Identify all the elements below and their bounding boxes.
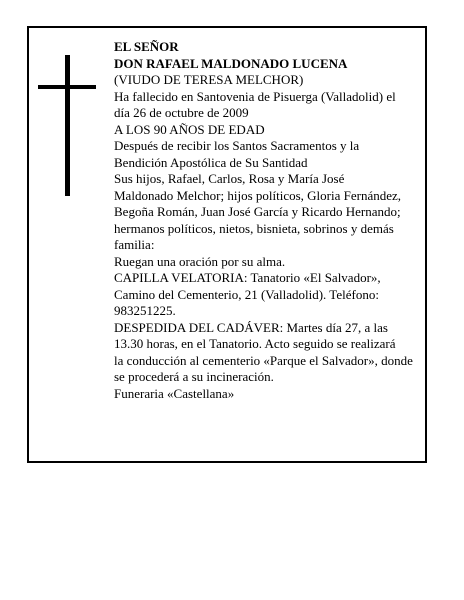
farewell-line-2: 13.30 horas, en el Tanatorio. Acto seguido se realizará xyxy=(114,336,396,351)
sacraments-line-1: Después de recibir los Santos Sacramentos y la xyxy=(114,138,360,153)
cross-horizontal-bar xyxy=(38,85,96,89)
widower-line: (VIUDO DE TERESA MELCHOR) xyxy=(114,72,304,87)
farewell-line-1: DESPEDIDA DEL CADÁVER: Martes día 27, a las xyxy=(114,319,388,335)
family-line-2: Maldonado Melchor; hijos políticos, Gloria Fernández, xyxy=(114,187,402,203)
cross-vertical-bar xyxy=(65,55,70,196)
family-line-4: hermanos políticos, nietos, bisnieta, sobrinos y demás xyxy=(114,220,394,236)
farewell-line-4: se procederá a su incineración. xyxy=(114,369,274,384)
family-line-1: Sus hijos, Rafael, Carlos, Rosa y María José xyxy=(114,171,345,186)
phone-line: 983251225. xyxy=(114,303,176,318)
family-line-3: Begoña Román, Juan José García y Ricardo Hernando; xyxy=(114,204,401,219)
farewell-line-3: la conducción al cementerio «Parque el Salvador», donde xyxy=(114,352,413,368)
prayer-line: Ruegan una oración por su alma. xyxy=(114,253,286,269)
chapel-line-2: Camino del Cementerio, 21 (Valladolid). Teléfono: xyxy=(114,286,379,302)
obituary-text xyxy=(114,39,434,402)
family-line-5: familia: xyxy=(114,237,155,252)
sacraments-line-2: Bendición Apostólica de Su Santidad xyxy=(114,154,308,170)
age-line: A LOS 90 AÑOS DE EDAD xyxy=(114,121,265,137)
cross-icon xyxy=(38,55,96,196)
deceased-name: DON RAFAEL MALDONADO LUCENA xyxy=(114,55,348,71)
funeral-home-line: Funeraria «Castellana» xyxy=(114,385,235,401)
death-place-line: Ha fallecido en Santovenia de Pisuerga (Valladolid) el xyxy=(114,88,396,104)
death-date-line: día 26 de octubre de 2009 xyxy=(114,105,249,120)
honorific-line: EL SEÑOR xyxy=(114,39,179,54)
chapel-line-1: CAPILLA VELATORIA: Tanatorio «El Salvador», xyxy=(114,270,381,285)
